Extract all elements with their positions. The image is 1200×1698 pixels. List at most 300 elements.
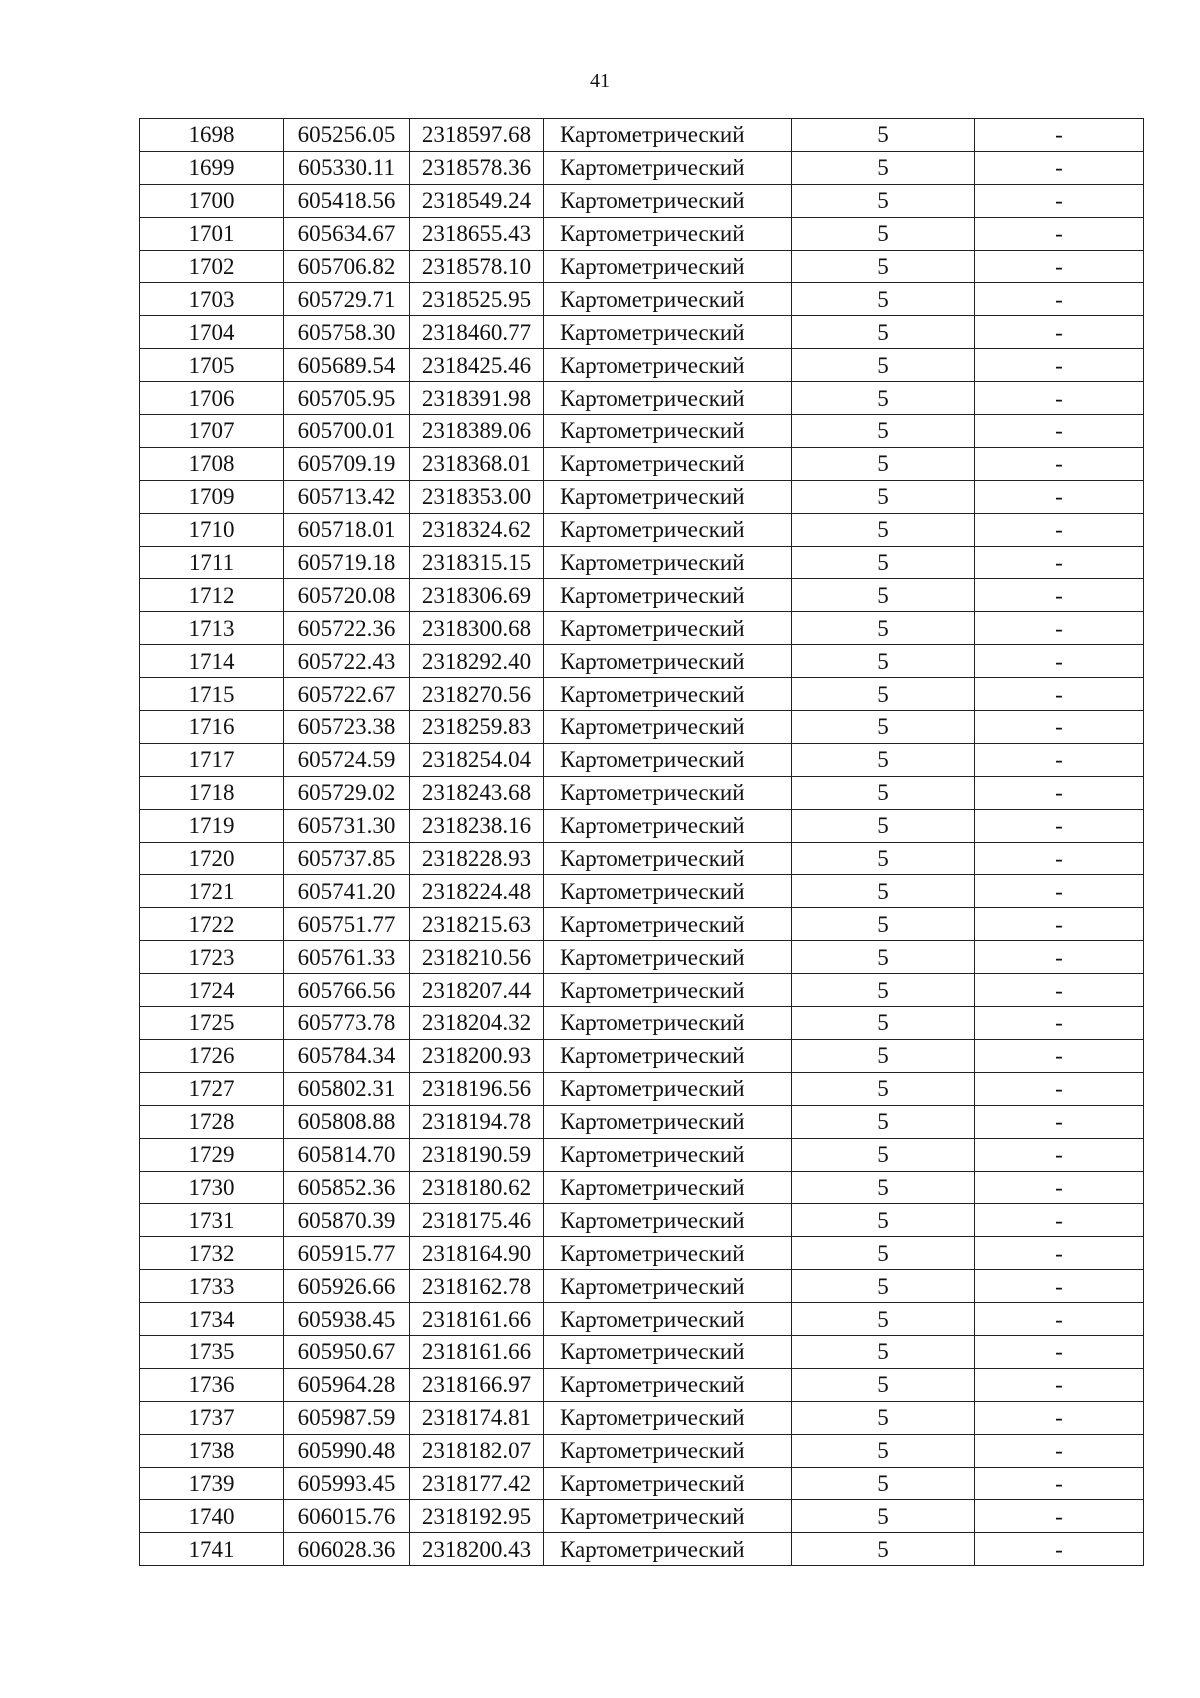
y-coordinate-cell: 2318192.95	[410, 1500, 544, 1533]
y-coordinate-cell: 2318228.93	[410, 842, 544, 875]
x-coordinate-cell: 605990.48	[284, 1434, 410, 1467]
point-number-cell: 1710	[140, 513, 284, 546]
x-coordinate-cell: 605802.31	[284, 1072, 410, 1105]
method-cell: Картометрический	[544, 974, 792, 1007]
table-row	[140, 1401, 1144, 1434]
point-number-cell: 1732	[140, 1237, 284, 1270]
method-cell: Картометрический	[544, 415, 792, 448]
x-coordinate-cell: 605964.28	[284, 1368, 410, 1401]
x-coordinate-cell: 605852.36	[284, 1171, 410, 1204]
method-cell: Картометрический	[544, 1138, 792, 1171]
description-cell: -	[975, 283, 1144, 316]
table-row	[140, 1138, 1144, 1171]
description-cell: -	[975, 382, 1144, 415]
description-cell: -	[975, 217, 1144, 250]
description-cell: -	[975, 447, 1144, 480]
y-coordinate-cell: 2318200.43	[410, 1533, 544, 1566]
y-coordinate-cell: 2318578.36	[410, 151, 544, 184]
table-row	[140, 151, 1144, 184]
y-coordinate-cell: 2318207.44	[410, 974, 544, 1007]
description-cell: -	[975, 1138, 1144, 1171]
point-number-cell: 1718	[140, 776, 284, 809]
point-number-cell: 1739	[140, 1467, 284, 1500]
x-coordinate-cell: 605758.30	[284, 316, 410, 349]
x-coordinate-cell: 605808.88	[284, 1105, 410, 1138]
point-number-cell: 1730	[140, 1171, 284, 1204]
accuracy-cell: 5	[792, 612, 975, 645]
description-cell: -	[975, 1039, 1144, 1072]
y-coordinate-cell: 2318525.95	[410, 283, 544, 316]
coordinates-table-body	[140, 119, 1144, 1566]
x-coordinate-cell: 605256.05	[284, 119, 410, 152]
method-cell: Картометрический	[544, 217, 792, 250]
description-cell: -	[975, 119, 1144, 152]
table-row	[140, 1171, 1144, 1204]
accuracy-cell: 5	[792, 184, 975, 217]
accuracy-cell: 5	[792, 809, 975, 842]
table-row	[140, 1204, 1144, 1237]
point-number-cell: 1702	[140, 250, 284, 283]
point-number-cell: 1740	[140, 1500, 284, 1533]
description-cell: -	[975, 579, 1144, 612]
method-cell: Картометрический	[544, 842, 792, 875]
y-coordinate-cell: 2318177.42	[410, 1467, 544, 1500]
method-cell: Картометрический	[544, 349, 792, 382]
method-cell: Картометрический	[544, 480, 792, 513]
x-coordinate-cell: 605814.70	[284, 1138, 410, 1171]
x-coordinate-cell: 605729.02	[284, 776, 410, 809]
method-cell: Картометрический	[544, 743, 792, 776]
method-cell: Картометрический	[544, 250, 792, 283]
description-cell: -	[975, 974, 1144, 1007]
accuracy-cell: 5	[792, 941, 975, 974]
description-cell: -	[975, 1072, 1144, 1105]
x-coordinate-cell: 605709.19	[284, 447, 410, 480]
table-row	[140, 842, 1144, 875]
x-coordinate-cell: 605722.43	[284, 645, 410, 678]
point-number-cell: 1728	[140, 1105, 284, 1138]
y-coordinate-cell: 2318324.62	[410, 513, 544, 546]
y-coordinate-cell: 2318254.04	[410, 743, 544, 776]
y-coordinate-cell: 2318243.68	[410, 776, 544, 809]
y-coordinate-cell: 2318182.07	[410, 1434, 544, 1467]
method-cell: Картометрический	[544, 1434, 792, 1467]
table-row	[140, 1270, 1144, 1303]
y-coordinate-cell: 2318224.48	[410, 875, 544, 908]
point-number-cell: 1720	[140, 842, 284, 875]
y-coordinate-cell: 2318204.32	[410, 1007, 544, 1040]
description-cell: -	[975, 809, 1144, 842]
y-coordinate-cell: 2318391.98	[410, 382, 544, 415]
method-cell: Картометрический	[544, 1007, 792, 1040]
x-coordinate-cell: 605720.08	[284, 579, 410, 612]
table-row	[140, 941, 1144, 974]
accuracy-cell: 5	[792, 1138, 975, 1171]
y-coordinate-cell: 2318389.06	[410, 415, 544, 448]
x-coordinate-cell: 605634.67	[284, 217, 410, 250]
description-cell: -	[975, 546, 1144, 579]
table-row	[140, 349, 1144, 382]
accuracy-cell: 5	[792, 1105, 975, 1138]
y-coordinate-cell: 2318315.15	[410, 546, 544, 579]
description-cell: -	[975, 151, 1144, 184]
point-number-cell: 1709	[140, 480, 284, 513]
y-coordinate-cell: 2318578.10	[410, 250, 544, 283]
x-coordinate-cell: 605713.42	[284, 480, 410, 513]
point-number-cell: 1713	[140, 612, 284, 645]
method-cell: Картометрический	[544, 1368, 792, 1401]
table-row	[140, 250, 1144, 283]
point-number-cell: 1734	[140, 1303, 284, 1336]
point-number-cell: 1708	[140, 447, 284, 480]
description-cell: -	[975, 1171, 1144, 1204]
accuracy-cell: 5	[792, 513, 975, 546]
description-cell: -	[975, 184, 1144, 217]
point-number-cell: 1741	[140, 1533, 284, 1566]
table-row	[140, 645, 1144, 678]
point-number-cell: 1722	[140, 908, 284, 941]
accuracy-cell: 5	[792, 250, 975, 283]
description-cell: -	[975, 480, 1144, 513]
point-number-cell: 1716	[140, 711, 284, 744]
accuracy-cell: 5	[792, 480, 975, 513]
table-row	[140, 612, 1144, 645]
accuracy-cell: 5	[792, 743, 975, 776]
accuracy-cell: 5	[792, 1500, 975, 1533]
method-cell: Картометрический	[544, 612, 792, 645]
x-coordinate-cell: 605724.59	[284, 743, 410, 776]
accuracy-cell: 5	[792, 1335, 975, 1368]
table-row	[140, 1237, 1144, 1270]
table-row	[140, 480, 1144, 513]
description-cell: -	[975, 1007, 1144, 1040]
description-cell: -	[975, 316, 1144, 349]
point-number-cell: 1726	[140, 1039, 284, 1072]
y-coordinate-cell: 2318166.97	[410, 1368, 544, 1401]
y-coordinate-cell: 2318597.68	[410, 119, 544, 152]
description-cell: -	[975, 1303, 1144, 1336]
table-row	[140, 678, 1144, 711]
accuracy-cell: 5	[792, 579, 975, 612]
point-number-cell: 1721	[140, 875, 284, 908]
x-coordinate-cell: 605915.77	[284, 1237, 410, 1270]
page-number: 41	[590, 70, 610, 92]
method-cell: Картометрический	[544, 513, 792, 546]
description-cell: -	[975, 908, 1144, 941]
point-number-cell: 1736	[140, 1368, 284, 1401]
method-cell: Картометрический	[544, 809, 792, 842]
y-coordinate-cell: 2318238.16	[410, 809, 544, 842]
y-coordinate-cell: 2318300.68	[410, 612, 544, 645]
y-coordinate-cell: 2318425.46	[410, 349, 544, 382]
description-cell: -	[975, 1533, 1144, 1566]
description-cell: -	[975, 250, 1144, 283]
x-coordinate-cell: 605418.56	[284, 184, 410, 217]
point-number-cell: 1725	[140, 1007, 284, 1040]
y-coordinate-cell: 2318161.66	[410, 1303, 544, 1336]
y-coordinate-cell: 2318200.93	[410, 1039, 544, 1072]
x-coordinate-cell: 605773.78	[284, 1007, 410, 1040]
point-number-cell: 1735	[140, 1335, 284, 1368]
y-coordinate-cell: 2318162.78	[410, 1270, 544, 1303]
table-row	[140, 283, 1144, 316]
table-row	[140, 447, 1144, 480]
description-cell: -	[975, 941, 1144, 974]
accuracy-cell: 5	[792, 1270, 975, 1303]
method-cell: Картометрический	[544, 941, 792, 974]
method-cell: Картометрический	[544, 119, 792, 152]
accuracy-cell: 5	[792, 1533, 975, 1566]
table-row	[140, 809, 1144, 842]
table-row	[140, 1500, 1144, 1533]
point-number-cell: 1738	[140, 1434, 284, 1467]
description-cell: -	[975, 612, 1144, 645]
x-coordinate-cell: 605722.36	[284, 612, 410, 645]
x-coordinate-cell: 605737.85	[284, 842, 410, 875]
point-number-cell: 1704	[140, 316, 284, 349]
point-number-cell: 1724	[140, 974, 284, 1007]
method-cell: Картометрический	[544, 1303, 792, 1336]
point-number-cell: 1737	[140, 1401, 284, 1434]
point-number-cell: 1711	[140, 546, 284, 579]
description-cell: -	[975, 1434, 1144, 1467]
description-cell: -	[975, 842, 1144, 875]
point-number-cell: 1700	[140, 184, 284, 217]
description-cell: -	[975, 711, 1144, 744]
method-cell: Картометрический	[544, 1533, 792, 1566]
accuracy-cell: 5	[792, 382, 975, 415]
y-coordinate-cell: 2318175.46	[410, 1204, 544, 1237]
method-cell: Картометрический	[544, 711, 792, 744]
method-cell: Картометрический	[544, 908, 792, 941]
y-coordinate-cell: 2318655.43	[410, 217, 544, 250]
method-cell: Картометрический	[544, 1039, 792, 1072]
description-cell: -	[975, 743, 1144, 776]
accuracy-cell: 5	[792, 1303, 975, 1336]
y-coordinate-cell: 2318292.40	[410, 645, 544, 678]
point-number-cell: 1717	[140, 743, 284, 776]
accuracy-cell: 5	[792, 875, 975, 908]
method-cell: Картометрический	[544, 184, 792, 217]
x-coordinate-cell: 605993.45	[284, 1467, 410, 1500]
y-coordinate-cell: 2318164.90	[410, 1237, 544, 1270]
accuracy-cell: 5	[792, 1368, 975, 1401]
table-row	[140, 908, 1144, 941]
x-coordinate-cell: 605705.95	[284, 382, 410, 415]
description-cell: -	[975, 1105, 1144, 1138]
y-coordinate-cell: 2318549.24	[410, 184, 544, 217]
description-cell: -	[975, 1270, 1144, 1303]
description-cell: -	[975, 1335, 1144, 1368]
accuracy-cell: 5	[792, 1401, 975, 1434]
method-cell: Картометрический	[544, 1335, 792, 1368]
accuracy-cell: 5	[792, 415, 975, 448]
x-coordinate-cell: 605751.77	[284, 908, 410, 941]
description-cell: -	[975, 776, 1144, 809]
method-cell: Картометрический	[544, 579, 792, 612]
method-cell: Картометрический	[544, 382, 792, 415]
accuracy-cell: 5	[792, 316, 975, 349]
accuracy-cell: 5	[792, 447, 975, 480]
accuracy-cell: 5	[792, 1072, 975, 1105]
y-coordinate-cell: 2318196.56	[410, 1072, 544, 1105]
accuracy-cell: 5	[792, 842, 975, 875]
method-cell: Картометрический	[544, 1500, 792, 1533]
point-number-cell: 1727	[140, 1072, 284, 1105]
y-coordinate-cell: 2318174.81	[410, 1401, 544, 1434]
method-cell: Картометрический	[544, 1467, 792, 1500]
y-coordinate-cell: 2318353.00	[410, 480, 544, 513]
table-row	[140, 316, 1144, 349]
x-coordinate-cell: 605731.30	[284, 809, 410, 842]
accuracy-cell: 5	[792, 1204, 975, 1237]
accuracy-cell: 5	[792, 349, 975, 382]
y-coordinate-cell: 2318190.59	[410, 1138, 544, 1171]
y-coordinate-cell: 2318270.56	[410, 678, 544, 711]
accuracy-cell: 5	[792, 645, 975, 678]
description-cell: -	[975, 875, 1144, 908]
description-cell: -	[975, 1401, 1144, 1434]
table-row	[140, 1007, 1144, 1040]
method-cell: Картометрический	[544, 776, 792, 809]
x-coordinate-cell: 605722.67	[284, 678, 410, 711]
description-cell: -	[975, 678, 1144, 711]
accuracy-cell: 5	[792, 283, 975, 316]
table-row	[140, 974, 1144, 1007]
point-number-cell: 1701	[140, 217, 284, 250]
x-coordinate-cell: 605706.82	[284, 250, 410, 283]
x-coordinate-cell: 606015.76	[284, 1500, 410, 1533]
method-cell: Картометрический	[544, 678, 792, 711]
description-cell: -	[975, 1237, 1144, 1270]
accuracy-cell: 5	[792, 974, 975, 1007]
method-cell: Картометрический	[544, 1105, 792, 1138]
point-number-cell: 1698	[140, 119, 284, 152]
method-cell: Картометрический	[544, 447, 792, 480]
y-coordinate-cell: 2318259.83	[410, 711, 544, 744]
coordinates-table	[139, 118, 1144, 1566]
x-coordinate-cell: 605723.38	[284, 711, 410, 744]
method-cell: Картометрический	[544, 546, 792, 579]
x-coordinate-cell: 605987.59	[284, 1401, 410, 1434]
y-coordinate-cell: 2318460.77	[410, 316, 544, 349]
table-row	[140, 119, 1144, 152]
point-number-cell: 1705	[140, 349, 284, 382]
point-number-cell: 1703	[140, 283, 284, 316]
table-row	[140, 1467, 1144, 1500]
x-coordinate-cell: 605784.34	[284, 1039, 410, 1072]
accuracy-cell: 5	[792, 908, 975, 941]
point-number-cell: 1715	[140, 678, 284, 711]
accuracy-cell: 5	[792, 1237, 975, 1270]
point-number-cell: 1719	[140, 809, 284, 842]
accuracy-cell: 5	[792, 151, 975, 184]
x-coordinate-cell: 605950.67	[284, 1335, 410, 1368]
point-number-cell: 1733	[140, 1270, 284, 1303]
x-coordinate-cell: 605870.39	[284, 1204, 410, 1237]
x-coordinate-cell: 606028.36	[284, 1533, 410, 1566]
method-cell: Картометрический	[544, 283, 792, 316]
table-row	[140, 1533, 1144, 1566]
method-cell: Картометрический	[544, 645, 792, 678]
x-coordinate-cell: 605729.71	[284, 283, 410, 316]
x-coordinate-cell: 605766.56	[284, 974, 410, 1007]
method-cell: Картометрический	[544, 875, 792, 908]
table-row	[140, 1039, 1144, 1072]
accuracy-cell: 5	[792, 1434, 975, 1467]
table-row	[140, 415, 1144, 448]
table-row	[140, 1434, 1144, 1467]
x-coordinate-cell: 605741.20	[284, 875, 410, 908]
accuracy-cell: 5	[792, 546, 975, 579]
x-coordinate-cell: 605718.01	[284, 513, 410, 546]
x-coordinate-cell: 605719.18	[284, 546, 410, 579]
table-row	[140, 184, 1144, 217]
description-cell: -	[975, 1368, 1144, 1401]
description-cell: -	[975, 349, 1144, 382]
x-coordinate-cell: 605761.33	[284, 941, 410, 974]
y-coordinate-cell: 2318194.78	[410, 1105, 544, 1138]
y-coordinate-cell: 2318180.62	[410, 1171, 544, 1204]
table-row	[140, 1105, 1144, 1138]
table-row	[140, 1303, 1144, 1336]
method-cell: Картометрический	[544, 1237, 792, 1270]
point-number-cell: 1706	[140, 382, 284, 415]
description-cell: -	[975, 645, 1144, 678]
point-number-cell: 1707	[140, 415, 284, 448]
x-coordinate-cell: 605938.45	[284, 1303, 410, 1336]
x-coordinate-cell: 605330.11	[284, 151, 410, 184]
y-coordinate-cell: 2318368.01	[410, 447, 544, 480]
x-coordinate-cell: 605689.54	[284, 349, 410, 382]
y-coordinate-cell: 2318215.63	[410, 908, 544, 941]
method-cell: Картометрический	[544, 1401, 792, 1434]
table-row	[140, 217, 1144, 250]
point-number-cell: 1714	[140, 645, 284, 678]
point-number-cell: 1731	[140, 1204, 284, 1237]
description-cell: -	[975, 1467, 1144, 1500]
table-row	[140, 579, 1144, 612]
table-row	[140, 1368, 1144, 1401]
method-cell: Картометрический	[544, 1204, 792, 1237]
y-coordinate-cell: 2318210.56	[410, 941, 544, 974]
point-number-cell: 1712	[140, 579, 284, 612]
table-row	[140, 776, 1144, 809]
table-row	[140, 743, 1144, 776]
accuracy-cell: 5	[792, 1467, 975, 1500]
y-coordinate-cell: 2318161.66	[410, 1335, 544, 1368]
description-cell: -	[975, 1204, 1144, 1237]
table-row	[140, 382, 1144, 415]
method-cell: Картометрический	[544, 151, 792, 184]
table-row	[140, 875, 1144, 908]
method-cell: Картометрический	[544, 1270, 792, 1303]
table-row	[140, 546, 1144, 579]
y-coordinate-cell: 2318306.69	[410, 579, 544, 612]
accuracy-cell: 5	[792, 1039, 975, 1072]
method-cell: Картометрический	[544, 316, 792, 349]
table-row	[140, 513, 1144, 546]
accuracy-cell: 5	[792, 119, 975, 152]
point-number-cell: 1723	[140, 941, 284, 974]
description-cell: -	[975, 415, 1144, 448]
point-number-cell: 1729	[140, 1138, 284, 1171]
method-cell: Картометрический	[544, 1171, 792, 1204]
accuracy-cell: 5	[792, 217, 975, 250]
description-cell: -	[975, 1500, 1144, 1533]
accuracy-cell: 5	[792, 711, 975, 744]
method-cell: Картометрический	[544, 1072, 792, 1105]
